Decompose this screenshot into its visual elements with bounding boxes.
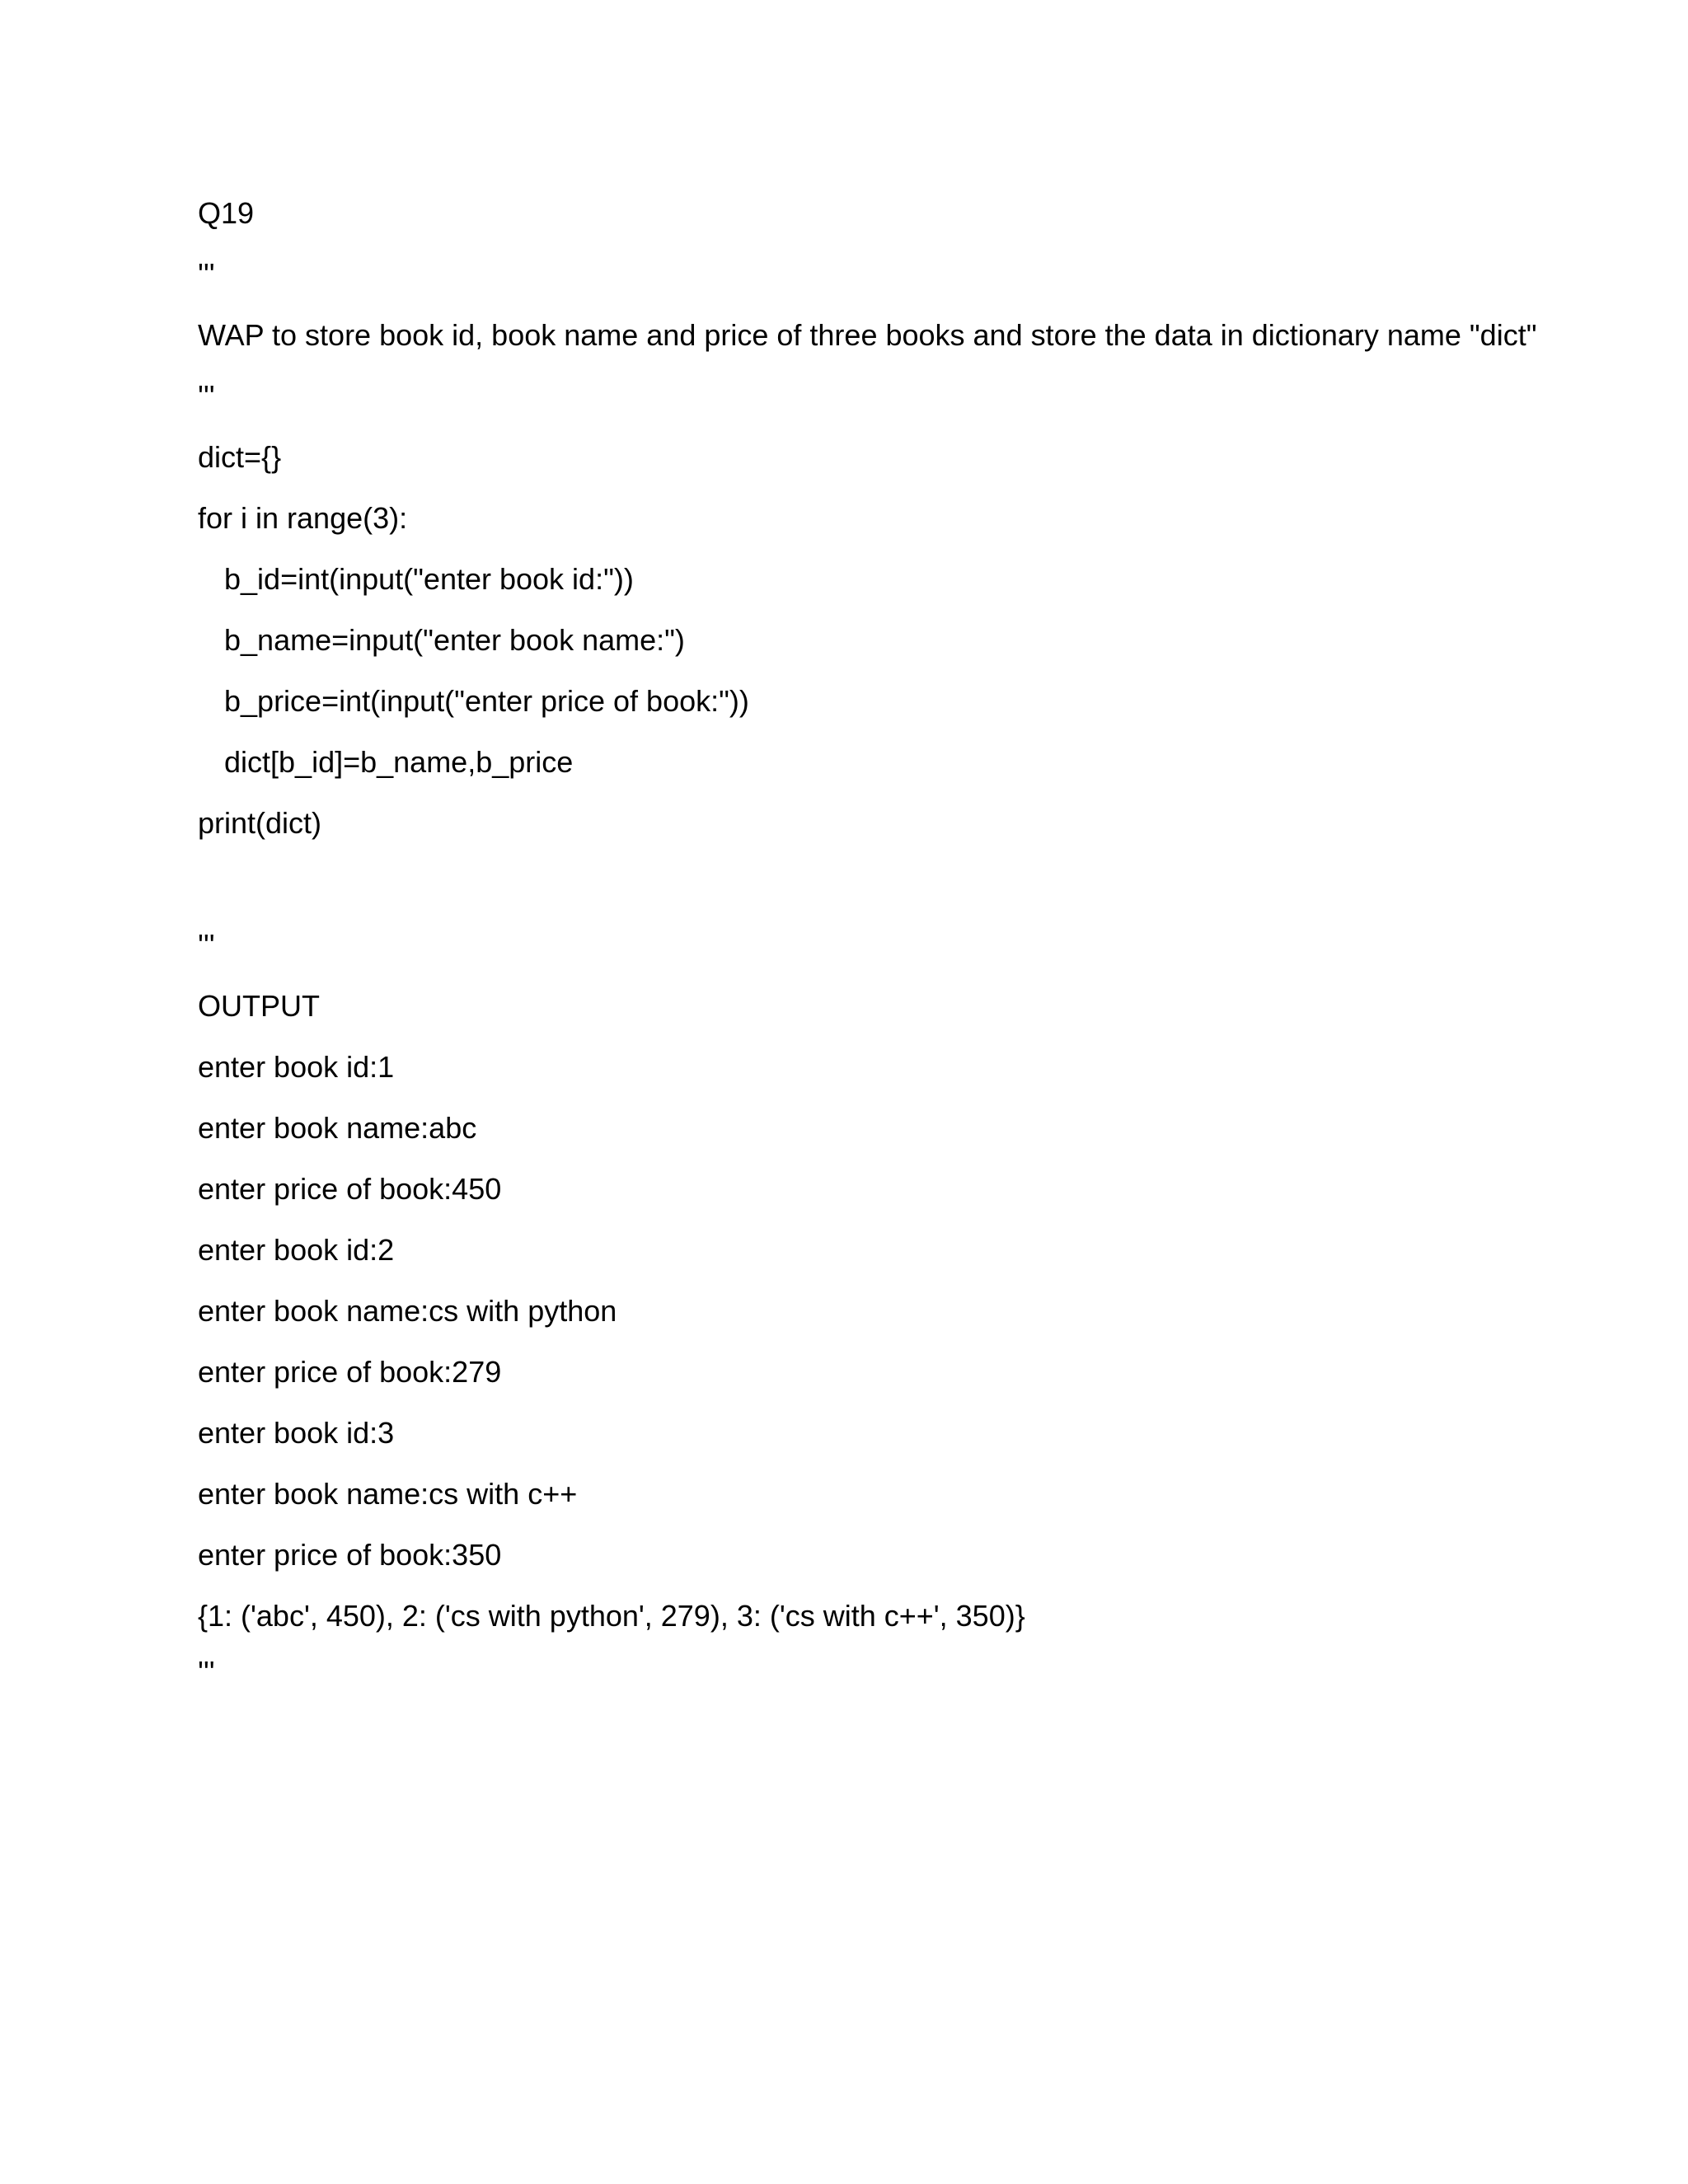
output-line: enter price of book:279 bbox=[198, 1355, 502, 1389]
output-docstring-close: ''' bbox=[198, 1655, 215, 1689]
output-line: enter book name:abc bbox=[198, 1111, 477, 1145]
code-line: b_id=int(input("enter book id:")) bbox=[224, 562, 634, 596]
code-line: dict[b_id]=b_name,b_price bbox=[224, 745, 574, 779]
code-line: b_price=int(input("enter price of book:")) bbox=[224, 684, 749, 718]
code-line: dict={} bbox=[198, 440, 282, 474]
output-label: OUTPUT bbox=[198, 989, 320, 1023]
output-line: enter price of book:450 bbox=[198, 1172, 502, 1206]
output-line: {1: ('abc', 450), 2: ('cs with python', 279), 3: ('cs with c++', 350)} bbox=[198, 1599, 1025, 1633]
output-docstring-open: ''' bbox=[198, 928, 215, 962]
question-heading: Q19 bbox=[198, 196, 255, 230]
docstring-open: ''' bbox=[198, 257, 215, 291]
problem-statement: WAP to store book id, book name and price of three books and store the data in dictionary name "dict" bbox=[198, 318, 1537, 352]
output-line: enter book id:3 bbox=[198, 1416, 395, 1450]
output-line: enter book id:2 bbox=[198, 1233, 395, 1267]
code-line: for i in range(3): bbox=[198, 501, 408, 535]
output-line: enter book id:1 bbox=[198, 1050, 395, 1084]
output-line: enter book name:cs with python bbox=[198, 1294, 617, 1328]
docstring-close: ''' bbox=[198, 379, 215, 413]
code-line: b_name=input("enter book name:") bbox=[224, 623, 685, 657]
output-line: enter book name:cs with c++ bbox=[198, 1477, 578, 1511]
output-line: enter price of book:350 bbox=[198, 1538, 502, 1572]
code-line: print(dict) bbox=[198, 806, 322, 840]
